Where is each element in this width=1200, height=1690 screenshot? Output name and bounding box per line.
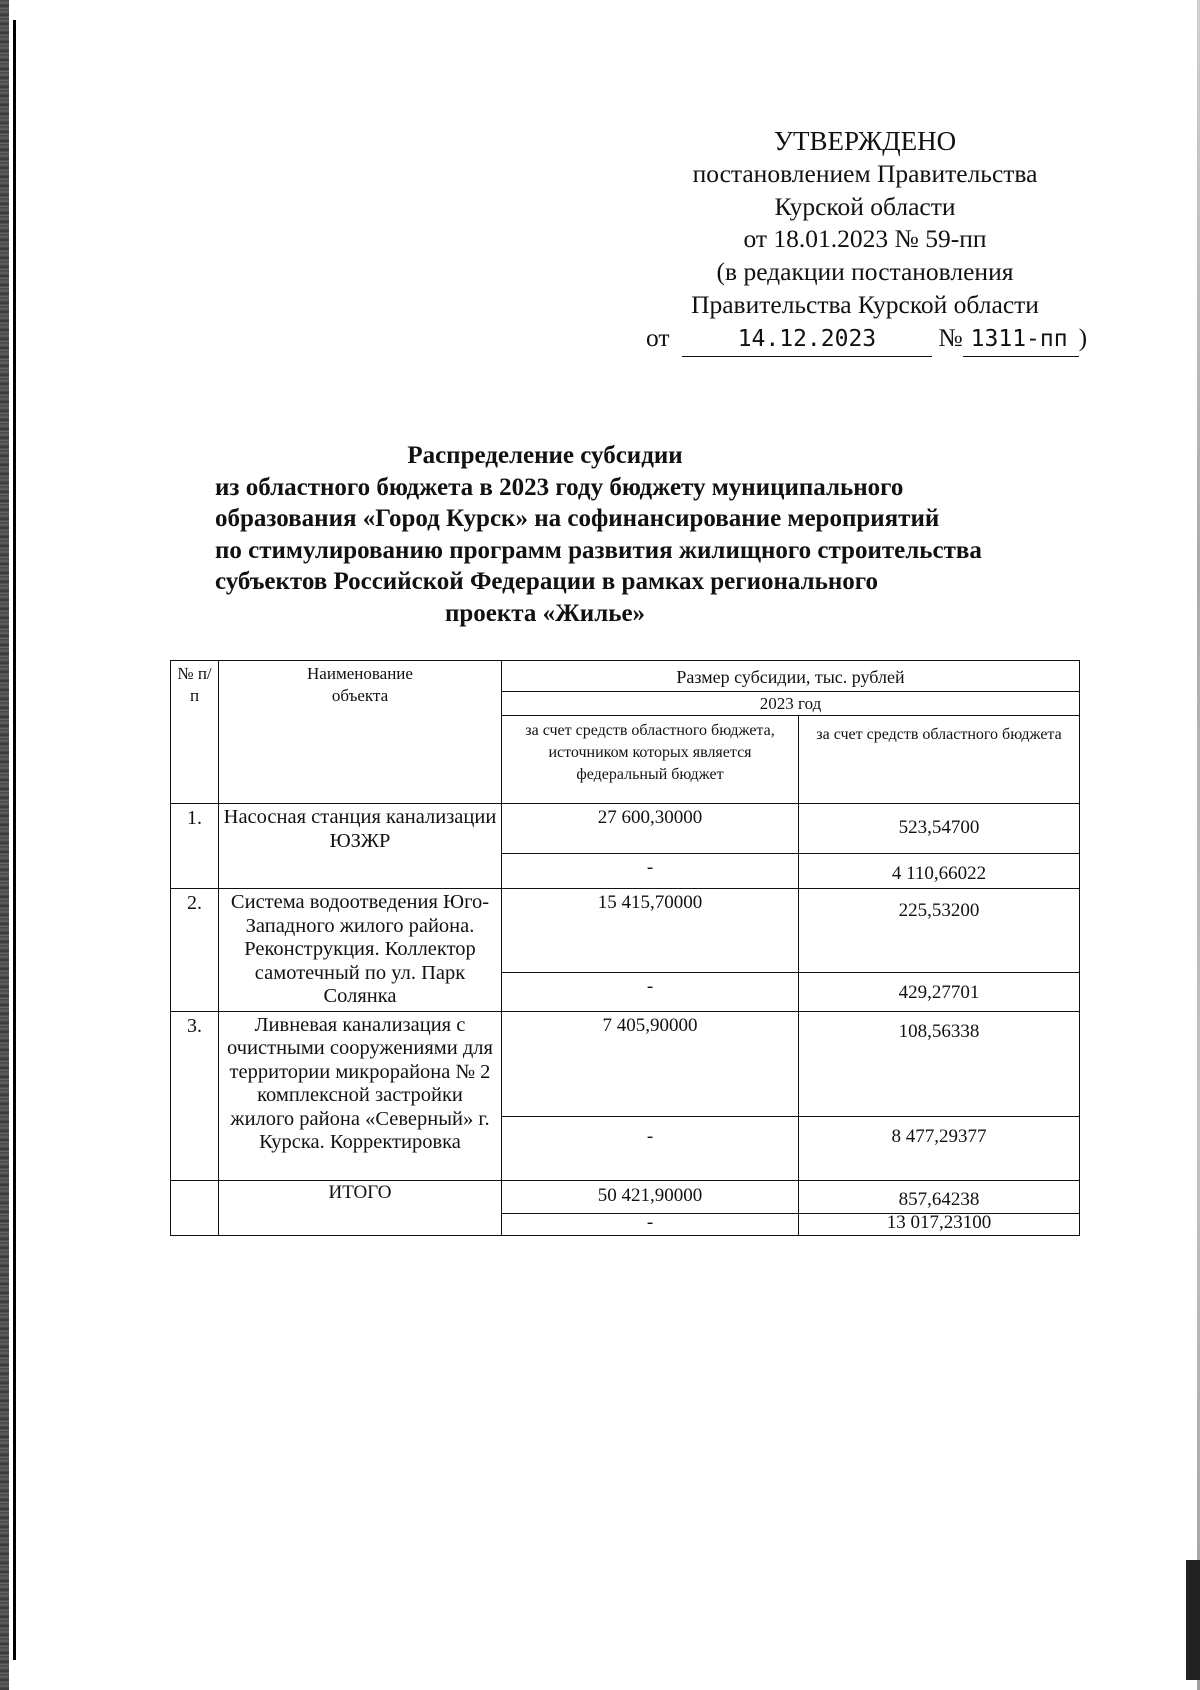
header-federal: за счет средств областного бюджета, источником которых является федеральный бюджет [502, 716, 799, 804]
row-index: 1. [171, 804, 219, 889]
scan-edge-artifact-corner [1186, 1560, 1200, 1680]
table-row [171, 1011, 1080, 1116]
row-name: Система водоотведения Юго-Западного жилого района. Реконструкция. Коллектор самотечный по ул. Парк Солянка [219, 889, 502, 1012]
row-regional-1: 225,53200 [799, 889, 1080, 973]
row-index: 3. [171, 1011, 219, 1180]
approval-line-1: постановлением Правительства [692, 158, 1038, 188]
total-federal-1: 50 421,90000 [502, 1180, 799, 1213]
heading-line-3: образования «Город Курск» на софинансирование мероприятий [215, 505, 940, 532]
heading-line-1: Распределение субсидии [407, 442, 683, 469]
total-federal-2: - [502, 1213, 799, 1235]
row-federal-1: 15 415,70000 [502, 889, 799, 973]
heading-line-2: из областного бюджета в 2023 году бюджету муниципального [215, 473, 904, 501]
table-row [171, 889, 1080, 973]
approval-date: 14.12.2023 [682, 323, 932, 357]
row-regional-1: 523,54700 [799, 804, 1080, 854]
header-regional: за счет средств областного бюджета [799, 716, 1080, 804]
row-name: Ливневая канализация с очистными сооружениями для территории микрорайона № 2 комплексной застройки жилого района «Северный» г. Курска. Корректировка [219, 1011, 502, 1180]
heading-line-6: проекта «Жилье» [444, 599, 646, 627]
approval-line-3: от 18.01.2023 № 59-пп [743, 224, 987, 254]
table-row [171, 804, 1080, 854]
total-regional-1: 857,64238 [799, 1180, 1080, 1213]
approval-line-4: (в редакции постановления [716, 257, 1014, 287]
total-index-empty [171, 1180, 219, 1235]
scan-edge-line [13, 20, 16, 1660]
subsidy-table [170, 660, 1080, 1236]
approval-block [640, 125, 1090, 357]
header-name: Наименование объекта [219, 661, 502, 804]
row-index: 2. [171, 889, 219, 1012]
row-federal-2: - [502, 854, 799, 889]
document-heading [215, 440, 982, 629]
total-regional-2: 13 017,23100 [799, 1213, 1080, 1235]
row-regional-2: 4 110,66022 [799, 854, 1080, 889]
header-subsidy: Размер субсидии, тыс. рублей [502, 661, 1080, 692]
table-row-total [171, 1180, 1080, 1213]
row-name: Насосная станция канализации ЮЗЖР [219, 804, 502, 889]
row-federal-2: - [502, 972, 799, 1011]
approval-line-5: Правительства Курской области [691, 289, 1039, 319]
header-index: № п/п [171, 661, 219, 804]
approval-title: УТВЕРЖДЕНО [773, 126, 957, 156]
approval-from-prefix: от [646, 322, 670, 352]
approval-close-paren: ) [1078, 322, 1088, 352]
heading-line-4: по стимулированию программ развития жилищного строительства [215, 536, 982, 564]
row-regional-2: 8 477,29377 [799, 1116, 1080, 1180]
scan-edge-artifact [0, 0, 9, 1690]
row-regional-1: 108,56338 [799, 1011, 1080, 1116]
row-regional-2: 429,27701 [799, 972, 1080, 1011]
approval-date-line [640, 322, 1090, 357]
heading-line-5: субъектов Российской Федерации в рамках регионального [215, 568, 879, 595]
row-federal-2: - [502, 1116, 799, 1180]
header-year: 2023 год [502, 692, 1080, 716]
approval-number-sign: № [938, 322, 963, 352]
approval-number: 1311-пп [963, 323, 1079, 357]
row-federal-1: 27 600,30000 [502, 804, 799, 854]
total-label: ИТОГО [219, 1180, 502, 1235]
approval-line-2: Курской области [774, 191, 956, 221]
row-federal-1: 7 405,90000 [502, 1011, 799, 1116]
